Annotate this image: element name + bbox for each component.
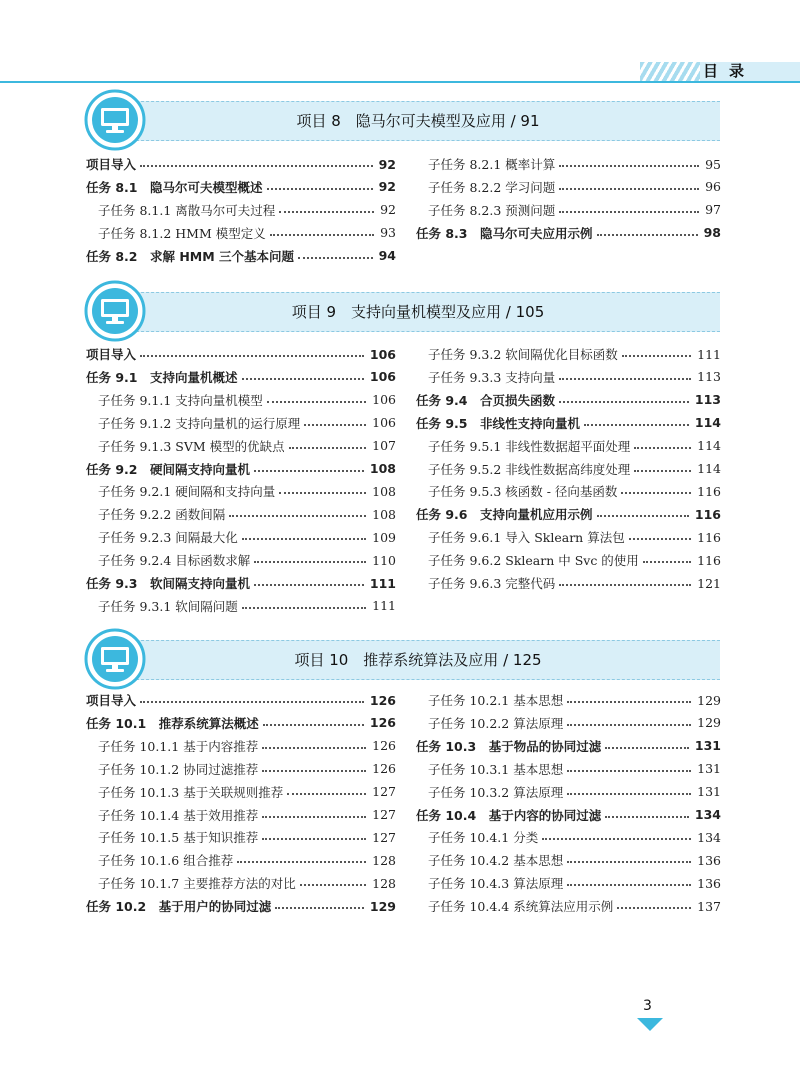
toc-entry-page: 129 — [697, 715, 721, 731]
toc-entry-label: 子任务 10.1.5 基于知识推荐 — [98, 830, 259, 846]
dot-leader — [559, 165, 699, 167]
toc-entry[interactable] — [428, 850, 721, 870]
toc-entry[interactable] — [428, 873, 721, 893]
dot-leader — [279, 492, 366, 494]
toc-entry-page: 128 — [372, 875, 396, 891]
toc-entry-page: 94 — [378, 248, 396, 264]
toc-entry-label: 子任务 8.2.3 预测问题 — [428, 202, 556, 218]
toc-entry-page: 116 — [697, 552, 721, 568]
toc-entry[interactable] — [428, 573, 721, 593]
computer-icon — [84, 280, 146, 342]
toc-entry-label: 子任务 9.1.1 支持向量机模型 — [98, 392, 263, 408]
toc-entry-page: 108 — [372, 506, 396, 522]
dot-leader — [304, 424, 366, 426]
toc-entry[interactable] — [428, 459, 721, 479]
toc-entry-page: 108 — [369, 461, 396, 476]
toc-entry-label: 任务 9.5 非线性支持向量机 — [416, 415, 580, 431]
toc-entry[interactable] — [416, 223, 721, 243]
section-header-bar — [116, 101, 720, 141]
computer-icon — [84, 628, 146, 690]
toc-entry[interactable] — [428, 154, 721, 174]
toc-entry-label: 子任务 9.3.1 软间隔问题 — [98, 598, 238, 614]
toc-entry-label: 任务 10.3 基于物品的协同过滤 — [416, 738, 602, 754]
dot-leader — [237, 861, 366, 863]
toc-entry[interactable] — [98, 481, 396, 501]
dot-leader — [559, 584, 691, 586]
toc-entry-page: 92 — [378, 156, 396, 172]
toc-entry[interactable] — [428, 896, 721, 916]
toc-entry[interactable] — [428, 713, 721, 733]
toc-entry-label: 子任务 9.1.3 SVM 模型的优缺点 — [98, 438, 285, 454]
dot-leader — [567, 770, 691, 772]
toc-entry-label: 任务 9.6 支持向量机应用示例 — [416, 507, 593, 523]
toc-entry[interactable] — [428, 367, 721, 387]
toc-entry-label: 任务 8.3 隐马尔可夫应用示例 — [416, 225, 593, 241]
toc-entry-label: 子任务 10.1.4 基于效用推荐 — [98, 807, 259, 823]
toc-entry[interactable] — [98, 873, 396, 893]
dot-leader — [567, 884, 691, 886]
dot-leader — [254, 561, 366, 563]
toc-entry[interactable] — [98, 550, 396, 570]
dot-leader — [622, 355, 691, 357]
toc-entry-label: 子任务 10.4.1 分类 — [428, 830, 539, 846]
dot-leader — [140, 701, 364, 703]
toc-entry[interactable] — [98, 782, 396, 802]
toc-entry[interactable] — [86, 367, 396, 387]
toc-entry-label: 项目导入 — [86, 693, 137, 708]
toc-entry[interactable] — [416, 390, 721, 410]
dot-leader — [263, 724, 364, 726]
toc-entry-page: 121 — [697, 575, 721, 591]
toc-entry[interactable] — [86, 459, 396, 479]
dot-leader — [634, 447, 691, 449]
section-title: 项目 9 支持向量机模型及应用 / 105 — [291, 303, 545, 321]
toc-entry-page: 106 — [372, 415, 396, 431]
toc-entry[interactable] — [98, 736, 396, 756]
toc-entry[interactable] — [98, 805, 396, 825]
toc-entry-page: 111 — [369, 575, 396, 591]
toc-entry-page: 137 — [697, 898, 721, 914]
toc-entry-label: 子任务 10.2.2 算法原理 — [428, 715, 564, 731]
toc-entry[interactable] — [98, 200, 396, 220]
dot-leader — [567, 793, 691, 795]
toc-entry-page: 114 — [694, 415, 721, 431]
toc-entry[interactable] — [86, 690, 396, 710]
toc-entry-label: 子任务 8.1.1 离散马尔可夫过程 — [98, 202, 276, 218]
toc-entry-page: 116 — [694, 506, 721, 522]
toc-entry-label: 子任务 10.4.2 基本思想 — [428, 853, 564, 869]
toc-entry[interactable] — [416, 736, 721, 756]
toc-entry-page: 131 — [697, 761, 721, 777]
dot-leader — [254, 470, 364, 472]
toc-entry-label: 子任务 10.3.1 基本思想 — [428, 761, 564, 777]
section-title: 项目 8 隐马尔可夫模型及应用 / 91 — [296, 112, 540, 130]
dot-leader — [300, 884, 366, 886]
toc-entry[interactable] — [98, 759, 396, 779]
toc-entry-page: 95 — [705, 156, 721, 172]
toc-entry-label: 任务 10.2 基于用户的协同过滤 — [86, 899, 272, 915]
dot-leader — [267, 188, 373, 190]
dot-leader — [597, 234, 698, 236]
toc-entry-label: 子任务 9.5.3 核函数 - 径向基函数 — [428, 484, 618, 500]
dot-leader — [262, 747, 366, 749]
header-band — [0, 62, 800, 84]
toc-entry-label: 任务 8.2 求解 HMM 三个基本问题 — [86, 248, 295, 264]
dot-leader — [242, 538, 366, 540]
dot-leader — [559, 211, 699, 213]
toc-entry-page: 126 — [369, 715, 396, 731]
toc-entry-page: 127 — [372, 829, 396, 845]
dot-leader — [629, 538, 691, 540]
dot-leader — [262, 838, 366, 840]
dot-leader — [289, 447, 367, 449]
toc-entry-page: 134 — [694, 807, 721, 822]
dot-leader — [287, 793, 366, 795]
toc-entry[interactable] — [416, 504, 721, 524]
toc-entry-page: 113 — [694, 392, 721, 408]
toc-entry-page: 110 — [372, 552, 396, 568]
dot-leader — [605, 747, 689, 749]
toc-entry-page: 93 — [380, 225, 396, 241]
toc-entry-label: 子任务 9.2.3 间隔最大化 — [98, 530, 238, 546]
toc-title: 目录 — [703, 62, 756, 80]
toc-entry[interactable] — [98, 413, 396, 433]
dot-leader — [634, 470, 691, 472]
dot-leader — [567, 861, 691, 863]
toc-entry[interactable] — [98, 527, 396, 547]
toc-entry-page: 128 — [372, 852, 396, 868]
toc-entry-label: 子任务 10.4.3 算法原理 — [428, 876, 564, 892]
toc-entry-label: 子任务 8.2.2 学习问题 — [428, 179, 556, 195]
computer-icon — [84, 89, 146, 151]
toc-entry-page: 126 — [372, 738, 396, 754]
toc-entry[interactable] — [428, 344, 721, 364]
dot-leader — [621, 492, 691, 494]
toc-entry-page: 127 — [372, 807, 396, 822]
toc-entry[interactable] — [86, 896, 396, 916]
toc-entry[interactable] — [428, 436, 721, 456]
toc-entry-label: 子任务 10.1.6 组合推荐 — [98, 853, 234, 869]
toc-entry[interactable] — [98, 223, 396, 243]
toc-entry-label: 子任务 10.1.7 主要推荐方法的对比 — [98, 876, 296, 892]
toc-entry-page: 109 — [372, 529, 396, 545]
toc-entry-label: 子任务 9.6.2 Sklearn 中 Svc 的使用 — [428, 553, 639, 569]
toc-entry-page: 92 — [380, 202, 396, 218]
toc-entry-label: 子任务 9.2.1 硬间隔和支持向量 — [98, 484, 276, 500]
toc-entry-page: 106 — [369, 346, 396, 362]
page-triangle-icon — [637, 1018, 663, 1031]
toc-entry[interactable] — [86, 177, 396, 197]
toc-entry[interactable] — [428, 200, 721, 220]
toc-entry-page: 97 — [705, 202, 721, 218]
toc-entry[interactable] — [86, 573, 396, 593]
toc-entry-page: 114 — [697, 461, 721, 476]
toc-entry-label: 子任务 10.1.2 协同过滤推荐 — [98, 761, 259, 777]
toc-entry-label: 子任务 9.6.1 导入 Sklearn 算法包 — [428, 530, 625, 546]
dot-leader — [262, 816, 366, 818]
toc-entry[interactable] — [428, 759, 721, 779]
dot-leader — [298, 257, 373, 259]
toc-entry-page: 116 — [697, 483, 721, 499]
toc-entry-label: 子任务 9.1.2 支持向量机的运行原理 — [98, 415, 301, 431]
dot-leader — [262, 770, 366, 772]
dot-leader — [617, 907, 691, 909]
toc-entry[interactable] — [86, 246, 396, 266]
dot-leader — [229, 515, 366, 517]
toc-entry-page: 114 — [697, 438, 721, 454]
toc-entry-page: 136 — [697, 875, 721, 891]
toc-entry-label: 子任务 10.1.3 基于关联规则推荐 — [98, 784, 284, 800]
toc-entry-page: 127 — [372, 784, 396, 800]
toc-entry[interactable] — [416, 413, 721, 433]
dot-leader — [542, 838, 691, 840]
toc-entry-page: 129 — [697, 692, 721, 708]
toc-entry[interactable] — [98, 850, 396, 870]
dot-leader — [597, 515, 689, 517]
dot-leader — [567, 701, 691, 703]
toc-entry-page: 92 — [378, 179, 396, 195]
toc-entry-page: 106 — [369, 369, 396, 385]
toc-entry-label: 任务 9.3 软间隔支持向量机 — [86, 576, 250, 591]
toc-entry[interactable] — [86, 713, 396, 733]
dot-leader — [140, 165, 373, 167]
toc-entry-label: 任务 9.1 支持向量机概述 — [86, 369, 238, 385]
toc-entry[interactable] — [416, 805, 721, 825]
dot-leader — [605, 816, 689, 818]
section-header-bar — [116, 292, 720, 332]
toc-entry[interactable] — [86, 344, 396, 364]
toc-entry-label: 子任务 10.1.1 基于内容推荐 — [98, 738, 259, 754]
toc-entry-label: 子任务 9.5.1 非线性数据超平面处理 — [428, 438, 631, 454]
toc-entry-label: 子任务 9.3.2 软间隔优化目标函数 — [428, 347, 618, 362]
toc-entry-label: 任务 10.4 基于内容的协同过滤 — [416, 807, 602, 823]
section-title: 项目 10 推荐系统算法及应用 / 125 — [294, 651, 542, 669]
header-rule — [0, 81, 800, 83]
dot-leader — [270, 234, 374, 236]
toc-entry-label: 任务 10.1 推荐系统算法概述 — [86, 715, 259, 731]
toc-entry-page: 107 — [372, 438, 396, 454]
toc-entry[interactable] — [98, 596, 396, 616]
toc-entry-page: 126 — [372, 761, 396, 777]
dot-leader — [559, 188, 699, 190]
toc-entry[interactable] — [428, 177, 721, 197]
toc-entry-label: 子任务 10.4.4 系统算法应用示例 — [428, 899, 614, 915]
dot-leader — [559, 401, 689, 403]
toc-entry[interactable] — [428, 527, 721, 547]
toc-entry[interactable] — [428, 550, 721, 570]
dot-leader — [279, 211, 374, 213]
toc-entry-label: 子任务 9.2.4 目标函数求解 — [98, 553, 251, 569]
toc-entry[interactable] — [98, 436, 396, 456]
toc-entry[interactable] — [98, 504, 396, 524]
toc-entry-page: 126 — [369, 692, 396, 708]
toc-entry-label: 任务 9.2 硬间隔支持向量机 — [86, 461, 250, 477]
toc-entry-label: 子任务 8.2.1 概率计算 — [428, 157, 556, 172]
dot-leader — [275, 907, 364, 909]
toc-entry-label: 任务 9.4 合页损失函数 — [416, 392, 555, 408]
toc-entry-label: 子任务 9.3.3 支持向量 — [428, 369, 556, 385]
toc-entry[interactable] — [98, 390, 396, 410]
dot-leader — [567, 724, 691, 726]
dot-leader — [140, 355, 364, 357]
toc-entry-page: 106 — [372, 392, 396, 408]
toc-entry-page: 134 — [697, 829, 721, 845]
toc-entry[interactable] — [428, 782, 721, 802]
toc-entry-label: 子任务 9.5.2 非线性数据高纬度处理 — [428, 461, 631, 477]
toc-entry-label: 任务 8.1 隐马尔可夫模型概述 — [86, 179, 263, 195]
toc-entry-label: 项目导入 — [86, 157, 137, 172]
toc-entry-page: 136 — [697, 852, 721, 868]
dot-leader — [584, 424, 689, 426]
dot-leader — [643, 561, 691, 563]
toc-entry-label: 项目导入 — [86, 347, 137, 362]
toc-entry[interactable] — [428, 481, 721, 501]
toc-entry-page: 96 — [705, 179, 721, 195]
dot-leader — [559, 378, 691, 380]
toc-entry[interactable] — [428, 690, 721, 710]
dot-leader — [267, 401, 366, 403]
toc-entry-page: 111 — [697, 346, 721, 362]
toc-entry-page: 108 — [372, 483, 396, 499]
dot-leader — [254, 584, 364, 586]
toc-entry[interactable] — [98, 827, 396, 847]
section-header-bar — [116, 640, 720, 680]
toc-entry-page: 113 — [697, 369, 721, 385]
toc-entry[interactable] — [428, 827, 721, 847]
toc-entry-page: 111 — [372, 598, 396, 614]
toc-entry-page: 129 — [369, 898, 396, 914]
toc-entry-page: 131 — [697, 784, 721, 800]
dot-leader — [242, 607, 366, 609]
toc-entry-label: 子任务 9.6.3 完整代码 — [428, 576, 556, 591]
toc-entry-label: 子任务 10.3.2 算法原理 — [428, 784, 564, 800]
toc-entry-page: 116 — [697, 529, 721, 545]
toc-entry[interactable] — [86, 154, 396, 174]
toc-entry-label: 子任务 10.2.1 基本思想 — [428, 693, 564, 708]
toc-entry-label: 子任务 8.1.2 HMM 模型定义 — [98, 225, 266, 241]
page-number: 3 — [643, 998, 652, 1014]
toc-entry-label: 子任务 9.2.2 函数间隔 — [98, 507, 226, 523]
toc-entry-page: 131 — [694, 738, 721, 754]
dot-leader — [242, 378, 364, 380]
toc-entry-page: 98 — [703, 225, 721, 241]
